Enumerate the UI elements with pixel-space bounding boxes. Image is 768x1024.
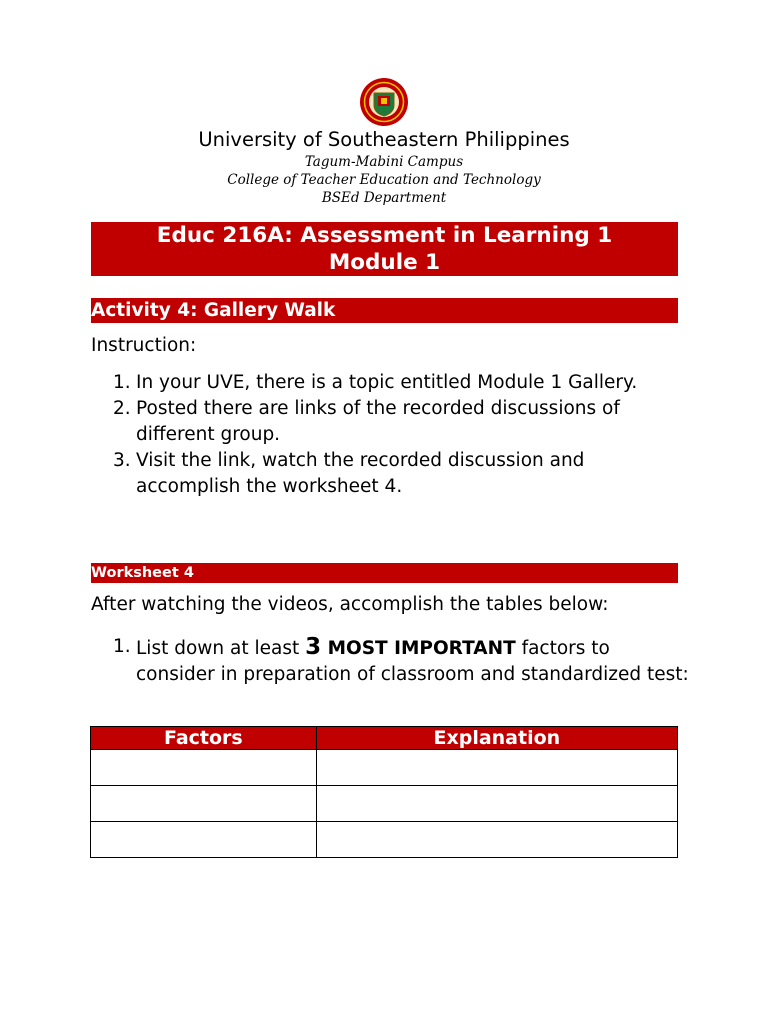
explanation-cell[interactable] [316,822,677,858]
step-number: 2. [113,398,131,419]
explanation-cell[interactable] [316,750,677,786]
task-text-pre: List down at least [136,638,306,659]
campus-name: Tagum-Mabini Campus [304,154,464,170]
task-count: 3 [305,634,322,660]
course-title: Educ 216A: Assessment in Learning 1 [156,223,613,248]
instruction-list [91,370,691,500]
step-text: Posted there are links of the recorded discussions of different group. [136,398,620,445]
table-header-row [91,727,678,750]
worksheet-task [91,634,691,688]
factors-header: Factors [91,727,317,750]
course-title-banner [91,222,678,276]
step-text: In your UVE, there is a topic entitled Module 1 Gallery. [136,372,638,393]
task-emphasis: MOST IMPORTANT [321,638,516,659]
worksheet-intro: After watching the videos, accomplish the tables below: [91,594,609,615]
step-text: Visit the link, watch the recorded discussion and accomplish the worksheet 4. [136,450,585,497]
table-row [91,750,678,786]
factor-cell[interactable] [91,822,317,858]
step-number: 3. [113,450,131,471]
university-name: University of Southeastern Philippines [198,128,570,151]
instruction-label: Instruction: [91,335,197,356]
worksheet-task-list [91,634,691,688]
table-row [91,786,678,822]
explanation-cell[interactable] [316,786,677,822]
instruction-step [91,396,691,448]
university-seal-logo [359,77,409,127]
department-name: BSEd Department [321,190,447,206]
worksheet-heading: Worksheet 4 [91,563,678,583]
factor-cell[interactable] [91,750,317,786]
step-number: 1. [113,372,131,393]
task-text-post: factors to consider in preparation of classroom and standardized test: [136,638,689,685]
table-row [91,822,678,858]
factor-cell[interactable] [91,786,317,822]
factors-table [90,726,678,858]
college-name: College of Teacher Education and Technology [227,172,541,188]
task-number: 1. [113,636,131,657]
activity-heading: Activity 4: Gallery Walk [91,298,678,323]
instruction-step [91,370,691,396]
explanation-header: Explanation [316,727,677,750]
instruction-step [91,448,691,500]
module-title: Module 1 [328,250,441,275]
